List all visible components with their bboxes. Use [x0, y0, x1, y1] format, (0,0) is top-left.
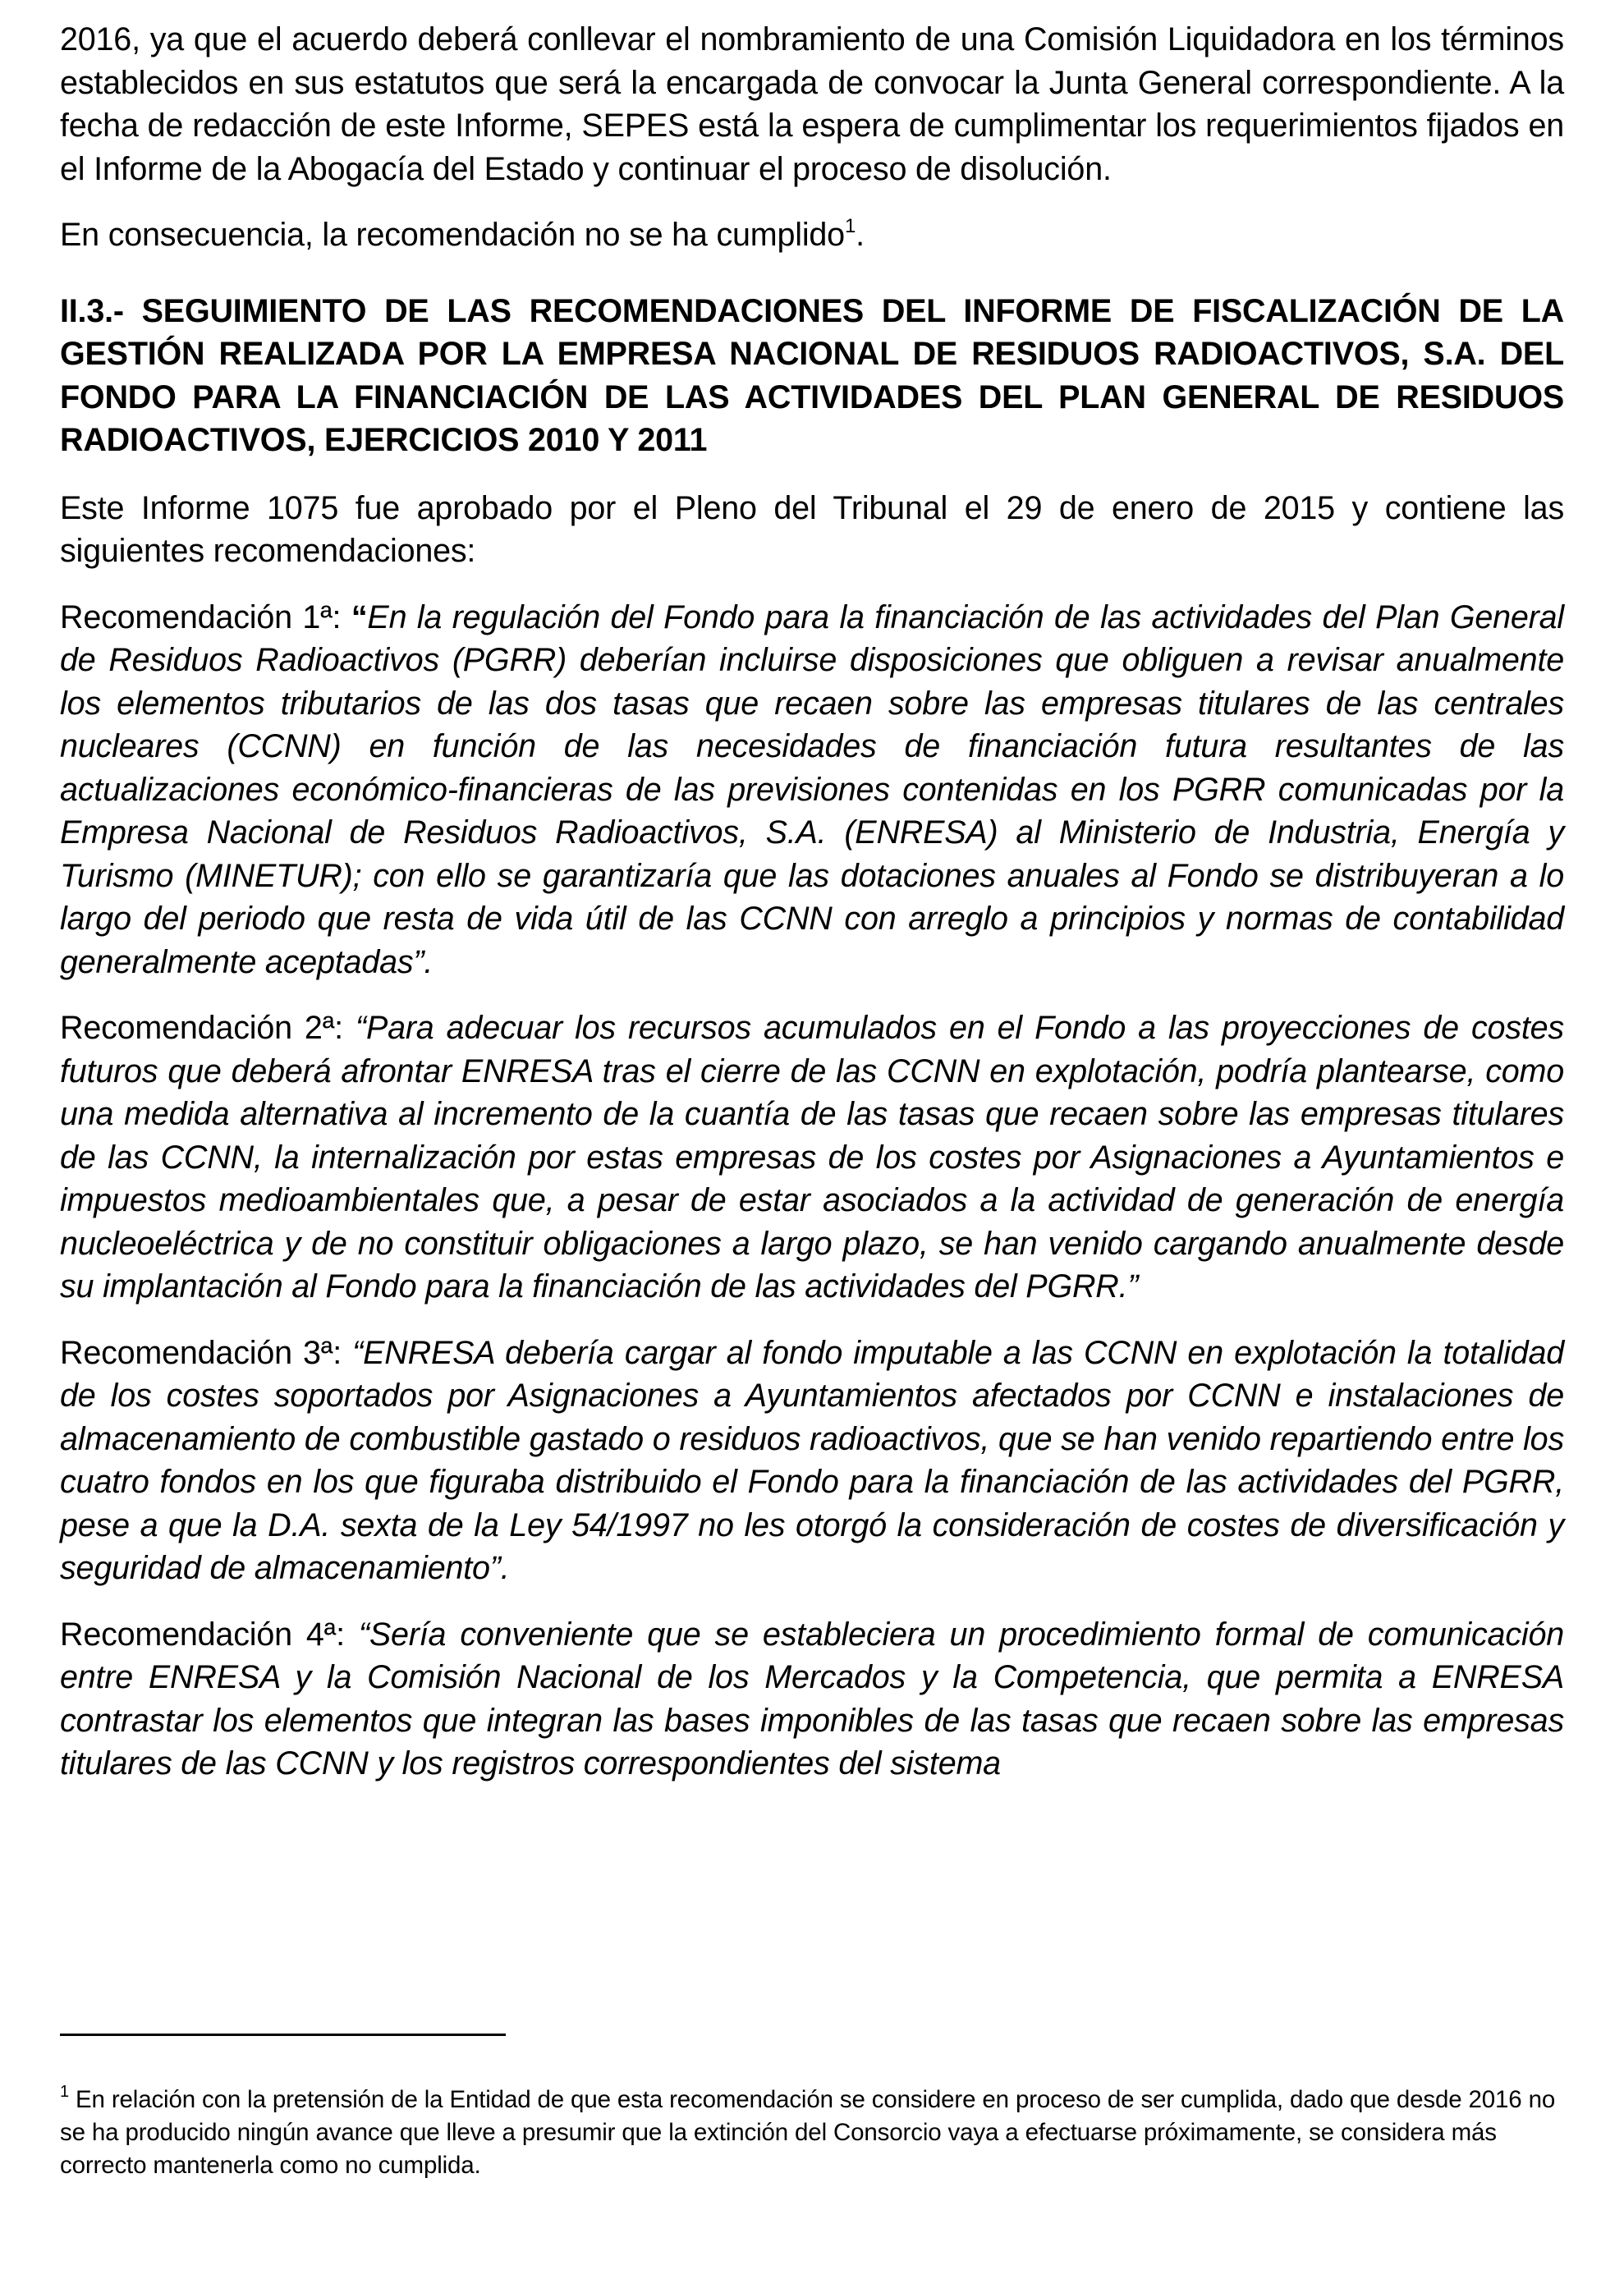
conclusion-paragraph	[60, 213, 1564, 257]
recommendation-label: Recomendación 4ª:	[60, 1616, 359, 1653]
recommendation-label: Recomendación 1ª:	[60, 598, 351, 635]
footnote-reference[interactable]: 1	[844, 214, 856, 237]
recommendation-3	[60, 1332, 1564, 1590]
open-quote: “	[358, 1616, 369, 1653]
recommendation-text: ENRESA debería cargar al fondo imputable a las CCNN en explotación la totalidad de los costes soportados por Asignaciones a Ayuntamientos afectados por CCNN e instalaciones de almacenamiento de combustible gastado o residuos radioactivos, que se han venido repartiendo entre los cuatro fondos en los que figuraba distribuido el Fondo para la financiación de las actividades del PGRR, pese a que la D.A. sexta de la Ley 54/1997 no les otorgó la consideración de costes de diversificación y seguridad de almacenamiento”.	[60, 1334, 1564, 1586]
document-page	[60, 18, 1564, 1809]
recommendation-label: Recomendación 3ª:	[60, 1334, 353, 1371]
footnote-separator	[60, 2034, 506, 2036]
recommendation-label: Recomendación 2ª:	[60, 1010, 356, 1046]
recommendation-1	[60, 596, 1564, 984]
conclusion-period: .	[856, 217, 865, 253]
recommendation-text: Sería conveniente que se estableciera un procedimiento formal de comunicación entre ENRESA y la Comisión Nacional de los Mercados y la Competencia, que permita a ENRESA contrastar los elementos que integran las bases imponibles de las tasas que recaen sobre las empresas titulares de las CCNN y los registros correspondientes del sistema	[60, 1616, 1564, 1781]
open-quote: “	[352, 1334, 364, 1371]
recommendation-2	[60, 1007, 1564, 1309]
recommendation-4	[60, 1613, 1564, 1786]
footnote-text: En relación con la pretensión de la Entidad de que esta recomendación se considere en proceso de ser cumplida, dado que desde 2016 no se ha producido ningún avance que lleve a presumir que la extinción del Consorcio vaya a efectuarse próximamente, se considera más correcto mantenerla como no cumplida.	[60, 2086, 1556, 2179]
section-heading: II.3.- SEGUIMIENTO DE LAS RECOMENDACIONES DEL INFORME DE FISCALIZACIÓN DE LA GESTIÓN REALIZADA POR LA EMPRESA NACIONAL DE RESIDUOS RADIOACTIVOS, S.A. DEL FONDO PARA LA FINANCIACIÓN DE LAS ACTIVIDADES DEL PLAN GENERAL DE RESIDUOS RADIOACTIVOS, EJERCICIOS 2010 Y 2011	[60, 292, 1564, 458]
open-quote: “	[351, 598, 368, 635]
section-intro: Este Informe 1075 fue aprobado por el Pleno del Tribunal el 29 de enero de 2015 y contiene las siguientes recomendaciones:	[60, 489, 1564, 569]
footnote-1	[60, 2084, 1564, 2182]
recommendation-text: Para adecuar los recursos acumulados en el Fondo a las proyecciones de costes futuros que deberá afrontar ENRESA tras el cierre de las CCNN en explotación, podría plantearse, como una medida alternativa al incremento de la cuantía de las tasas que recaen sobre las empresas titulares de las CCNN, la internalización por estas empresas de los costes por Asignaciones a Ayuntamientos e impuestos medioambientales que, a pesar de estar asociados a la actividad de generación de energía nucleoeléctrica y de no constituir obligaciones a largo plazo, se han venido cargando anualmente desde su implantación al Fondo para la financiación de las actividades del PGRR.”	[60, 1010, 1564, 1305]
recommendation-text: En la regulación del Fondo para la financiación de las actividades del Plan General de Residuos Radioactivos (PGRR) deberían incluirse disposiciones que obliguen a revisar anualmente los elementos tributarios de las dos tasas que recaen sobre las empresas titulares de las centrales nucleares (CCNN) en función de las necesidades de financiación futura resultantes de las actualizaciones económico-financieras de las previsiones contenidas en los PGRR comunicadas por la Empresa Nacional de Residuos Radioactivos, S.A. (ENRESA) al Ministerio de Industria, Energía y Turismo (MINETUR); con ello se garantizaría que las dotaciones anuales al Fondo se distribuyeran a lo largo del periodo que resta de vida útil de las CCNN con arreglo a principios y normas de contabilidad generalmente aceptadas”.	[60, 598, 1564, 980]
open-quote: “	[355, 1010, 366, 1046]
intro-paragraph: 2016, ya que el acuerdo deberá conllevar el nombramiento de una Comisión Liquidadora en los términos establecidos en sus estatutos que será la encargada de convocar la Junta General correspondiente. A la fecha de redacción de este Informe, SEPES está la espera de cumplimentar los requerimientos fijados en el Informe de la Abogacía del Estado y continuar el proceso de disolución.	[60, 21, 1564, 187]
conclusion-text: En consecuencia, la recomendación no se ha cumplido	[60, 217, 845, 253]
footnote-number: 1	[60, 2083, 69, 2102]
